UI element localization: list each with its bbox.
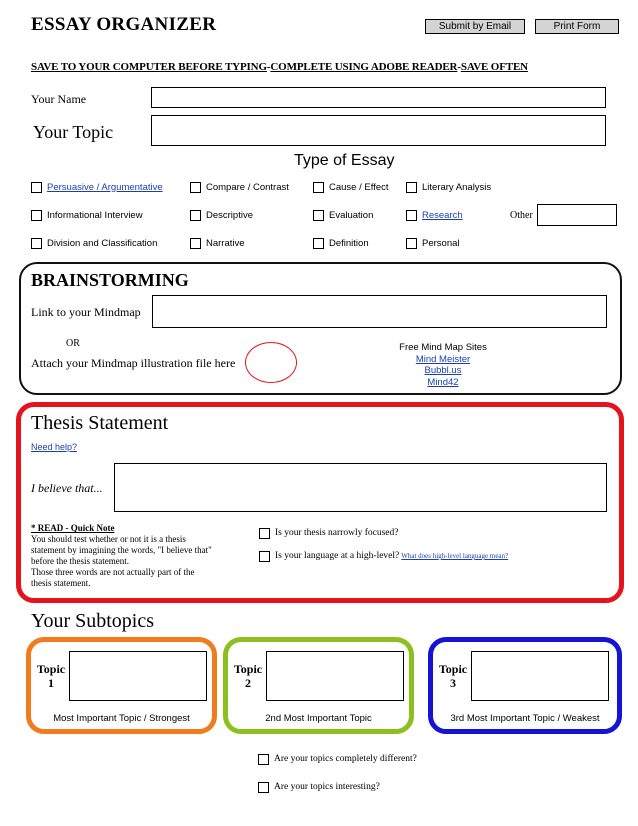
topic-2-field[interactable] <box>266 651 404 701</box>
thesis-statement-field[interactable] <box>114 463 607 512</box>
mind-meister-link[interactable]: Mind Meister <box>415 353 471 365</box>
topic-3-caption: 3rd Most Important Topic / Weakest <box>450 713 600 724</box>
quick-note-line: before the thesis statement. <box>31 556 129 566</box>
mindmap-link-field[interactable] <box>152 295 607 328</box>
topic-word: Topic <box>438 662 468 676</box>
topic-number: 2 <box>245 676 251 690</box>
thesis-focused-checkbox[interactable] <box>259 528 270 539</box>
essay-type-checkbox[interactable] <box>313 182 324 193</box>
essay-type-narrative[interactable] <box>190 237 245 249</box>
topic-2-caption: 2nd Most Important Topic <box>265 713 372 724</box>
topics-different-checkbox[interactable] <box>258 754 269 765</box>
save-notice-part1: SAVE TO YOUR COMPUTER BEFORE TYPING <box>31 61 267 73</box>
essay-type-label: Narrative <box>206 237 245 249</box>
essay-type-checkbox[interactable] <box>190 238 201 249</box>
essay-type-personal[interactable] <box>406 237 460 249</box>
quick-note-line: thesis statement. <box>31 578 91 588</box>
essay-type-checkbox[interactable] <box>313 210 324 221</box>
thesis-language-checkbox[interactable] <box>259 551 270 562</box>
essay-type-label[interactable]: Research <box>422 209 463 221</box>
attach-file-button[interactable] <box>245 342 297 383</box>
essay-type-cause-effect[interactable] <box>313 181 389 193</box>
essay-type-checkbox[interactable] <box>190 182 201 193</box>
quick-note-title: * READ - Quick Note <box>31 523 115 533</box>
topics-different-label: Are your topics completely different? <box>274 754 417 764</box>
other-label: Other <box>510 210 533 221</box>
essay-type-definition[interactable] <box>313 237 369 249</box>
essay-type-checkbox[interactable] <box>31 210 42 221</box>
essay-type-label: Cause / Effect <box>329 181 389 193</box>
topic-1-field[interactable] <box>69 651 207 701</box>
topic-2-label <box>231 662 265 690</box>
topics-interesting-checkbox[interactable] <box>258 782 269 793</box>
essay-type-checkbox[interactable] <box>406 210 417 221</box>
essay-type-compare-contrast[interactable] <box>190 181 289 193</box>
essay-type-checkbox[interactable] <box>406 182 417 193</box>
essay-type-literary-analysis[interactable] <box>406 181 491 193</box>
essay-type-label: Literary Analysis <box>422 181 492 193</box>
high-level-language-link[interactable]: What does high-level language mean? <box>401 552 509 560</box>
thesis-heading: Thesis Statement <box>31 412 169 434</box>
your-topic-label: Your Topic <box>33 122 114 142</box>
your-topic-field[interactable] <box>151 115 606 146</box>
topic-1-caption: Most Important Topic / Strongest <box>53 713 190 724</box>
essay-type-informational-interview[interactable] <box>31 209 143 221</box>
thesis-focused-label: Is your thesis narrowly focused? <box>275 528 399 538</box>
topics-interesting-check[interactable] <box>258 781 380 793</box>
essay-type-checkbox[interactable] <box>313 238 324 249</box>
essay-type-descriptive[interactable] <box>190 209 253 221</box>
mind42-link[interactable]: Mind42 <box>427 376 459 388</box>
topic-word: Topic <box>233 662 263 676</box>
thesis-language-label: Is your language at a high-level? <box>275 551 400 561</box>
mindmap-link-label: Link to your Mindmap <box>31 305 141 319</box>
other-essay-type-field[interactable] <box>537 204 617 226</box>
save-notice-sep2: - <box>457 61 461 73</box>
attach-mindmap-label: Attach your Mindmap illustration file here <box>31 356 236 370</box>
quick-note <box>31 523 261 589</box>
essay-type-label: Personal <box>422 237 460 249</box>
essay-type-heading: Type of Essay <box>294 152 395 169</box>
essay-type-label: Definition <box>329 237 369 249</box>
your-name-label: Your Name <box>31 92 87 106</box>
essay-type-checkbox[interactable] <box>31 238 42 249</box>
topics-interesting-label: Are your topics interesting? <box>274 782 380 792</box>
essay-type-label: Division and Classification <box>47 237 158 249</box>
thesis-language-check[interactable] <box>259 550 508 562</box>
mind-map-sites <box>370 342 516 388</box>
submit-by-email-button[interactable]: Submit by Email <box>425 19 525 34</box>
essay-type-division-and-classification[interactable] <box>31 237 157 249</box>
thesis-help-link[interactable]: Need help? <box>31 442 78 452</box>
topic-word: Topic <box>36 662 66 676</box>
topic-3-field[interactable] <box>471 651 609 701</box>
thesis-focused-check[interactable] <box>259 527 398 539</box>
essay-type-research[interactable] <box>406 209 463 221</box>
save-notice-part2: COMPLETE USING ADOBE READER <box>270 61 458 73</box>
essay-type-checkbox[interactable] <box>31 182 42 193</box>
save-notice <box>31 61 528 73</box>
topics-different-check[interactable] <box>258 753 417 765</box>
your-name-field[interactable] <box>151 87 606 108</box>
quick-note-line: Those three words are not actually part of the <box>31 567 195 577</box>
essay-type-checkbox[interactable] <box>406 238 417 249</box>
essay-type-label: Evaluation <box>329 209 374 221</box>
quick-note-line: You should test whether or not it is a thesis <box>31 534 186 544</box>
essay-type-label[interactable]: Persuasive / Argumentative <box>47 181 163 193</box>
save-notice-sep1: - <box>266 61 271 73</box>
essay-type-checkbox[interactable] <box>190 210 201 221</box>
essay-type-label: Compare / Contrast <box>206 181 289 193</box>
mind-map-sites-heading: Free Mind Map Sites <box>399 342 487 353</box>
or-label: OR <box>66 338 80 349</box>
topic-number: 1 <box>48 676 54 690</box>
topic-1-label <box>34 662 68 690</box>
quick-note-line: statement by imagining the words, "I believe that" <box>31 545 212 555</box>
essay-type-label: Descriptive <box>206 209 253 221</box>
essay-type-evaluation[interactable] <box>313 209 373 221</box>
page-title: ESSAY ORGANIZER <box>31 14 217 35</box>
thesis-prefix: I believe that... <box>31 481 103 495</box>
save-notice-part3: SAVE OFTEN <box>460 61 528 73</box>
essay-type-label: Informational Interview <box>47 209 143 221</box>
subtopics-heading: Your Subtopics <box>31 610 154 632</box>
print-form-button[interactable]: Print Form <box>535 19 619 34</box>
bubbl-us-link[interactable]: Bubbl.us <box>424 365 462 376</box>
essay-type-persuasive-argumentative[interactable] <box>31 181 163 193</box>
topic-number: 3 <box>450 676 456 690</box>
topic-3-label <box>436 662 470 690</box>
brainstorming-heading: BRAINSTORMING <box>31 270 189 290</box>
